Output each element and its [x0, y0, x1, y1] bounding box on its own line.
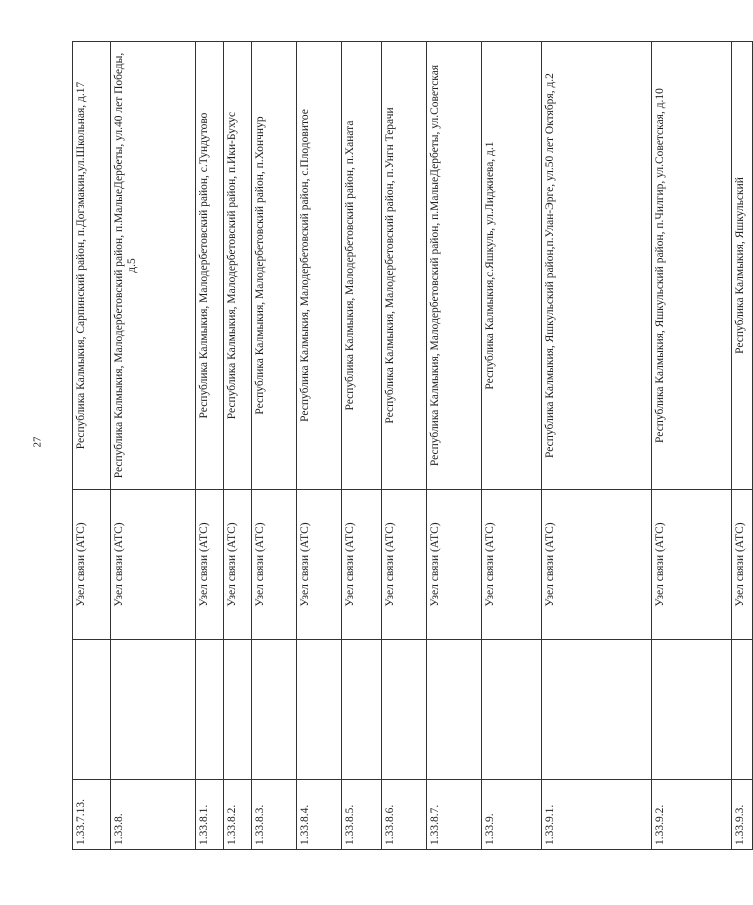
row-number-cell: 1.33.8.7.: [427, 780, 482, 850]
row-number-cell: 1.33.7.13.: [73, 780, 111, 850]
empty-cell: [427, 640, 482, 780]
object-type-cell: Узел связи (АТС): [342, 490, 382, 640]
object-type-cell: Узел связи (АТС): [482, 490, 542, 640]
address-cell: Республика Калмыкия, Яшкульский: [732, 42, 753, 490]
row-number-cell: 1.33.9.3.: [732, 780, 753, 850]
empty-cell: [732, 640, 753, 780]
row-number-cell: 1.33.8.6.: [382, 780, 427, 850]
object-type-cell: Узел связи (АТС): [196, 490, 224, 640]
empty-cell: [382, 640, 427, 780]
table-row: [224, 42, 252, 850]
empty-cell: [111, 640, 196, 780]
empty-cell: [224, 640, 252, 780]
address-cell: Республика Калмыкия, Яшкульский район,п.Улан-Эрге, ул.50 лет Октября, д.2: [542, 42, 652, 490]
address-cell: Республика Калмыкия, Малодербетовский район, п.Хончнур: [252, 42, 297, 490]
object-type-cell: Узел связи (АТС): [297, 490, 342, 640]
table-row: [297, 42, 342, 850]
object-type-cell: Узел связи (АТС): [73, 490, 111, 640]
empty-cell: [542, 640, 652, 780]
address-cell: Республика Калмыкия, Малодербетовский район, п.Ханата: [342, 42, 382, 490]
table-row: [427, 42, 482, 850]
address-cell: Республика Калмыкия, Сарпинский район, п.Догзмакин,ул.Школьная, д.17: [73, 42, 111, 490]
table-row: [482, 42, 542, 850]
rotated-table-container: [72, 42, 746, 850]
object-type-cell: Узел связи (АТС): [382, 490, 427, 640]
page-number: 27: [31, 436, 44, 448]
address-cell: Республика Калмыкия, Малодербетовский район, п.Унгн Терачи: [382, 42, 427, 490]
empty-cell: [73, 640, 111, 780]
object-type-cell: Узел связи (АТС): [111, 490, 196, 640]
object-type-cell: Узел связи (АТС): [427, 490, 482, 640]
table-row: [196, 42, 224, 850]
address-cell: Республика Калмыкия, Малодербетовский район, п.МалыеДербеты, ул.Советская: [427, 42, 482, 490]
address-cell: Республика Калмыкия, Яшкульский район, п.Чилгир, ул.Советская, д.10: [652, 42, 732, 490]
address-cell: Республика Калмыкия, Малодербетовский район, с.Тундутово: [196, 42, 224, 490]
row-number-cell: 1.33.9.2.: [652, 780, 732, 850]
address-cell: Республика Калмыкия, Малодербетовский район, п.Ики-Бухус: [224, 42, 252, 490]
row-number-cell: 1.33.8.4.: [297, 780, 342, 850]
data-table: [72, 41, 753, 850]
object-type-cell: Узел связи (АТС): [732, 490, 753, 640]
empty-cell: [252, 640, 297, 780]
address-cell: Республика Калмыкия, Малодербетовский район, с.Плодовитое: [297, 42, 342, 490]
row-number-cell: 1.33.9.: [482, 780, 542, 850]
row-number-cell: 1.33.9.1.: [542, 780, 652, 850]
object-type-cell: Узел связи (АТС): [224, 490, 252, 640]
table-row: [111, 42, 196, 850]
row-number-cell: 1.33.8.2.: [224, 780, 252, 850]
table-row: [542, 42, 652, 850]
address-cell: Республика Калмыкия, Малодербетовский район, п.МалыеДербеты, ул.40 лет Победы, д.5: [111, 42, 196, 490]
row-number-cell: 1.33.8.3.: [252, 780, 297, 850]
table-row: [382, 42, 427, 850]
table-row: [252, 42, 297, 850]
table-row: [342, 42, 382, 850]
table-row: [732, 42, 753, 850]
row-number-cell: 1.33.8.: [111, 780, 196, 850]
empty-cell: [297, 640, 342, 780]
table-row: [652, 42, 732, 850]
address-cell: Республика Калмыкия,с.Яшкуль, ул.Лиджиева, д.1: [482, 42, 542, 490]
empty-cell: [482, 640, 542, 780]
row-number-cell: 1.33.8.1.: [196, 780, 224, 850]
empty-cell: [652, 640, 732, 780]
object-type-cell: Узел связи (АТС): [542, 490, 652, 640]
table-row: [73, 42, 111, 850]
table-body: [73, 42, 753, 850]
object-type-cell: Узел связи (АТС): [252, 490, 297, 640]
empty-cell: [196, 640, 224, 780]
empty-cell: [342, 640, 382, 780]
row-number-cell: 1.33.8.5.: [342, 780, 382, 850]
object-type-cell: Узел связи (АТС): [652, 490, 732, 640]
